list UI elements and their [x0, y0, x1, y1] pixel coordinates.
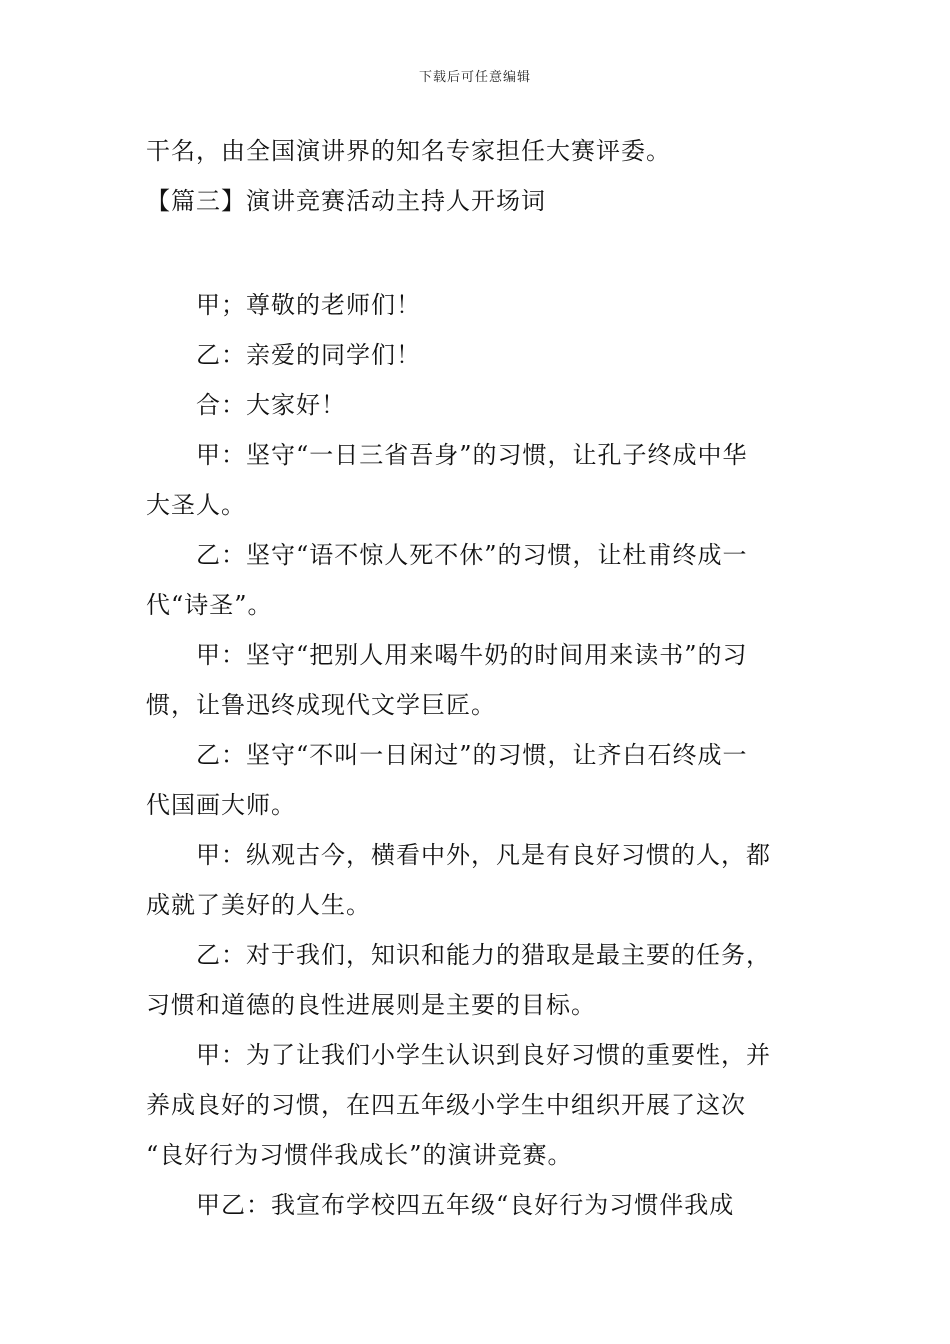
text-line: 合：大家好！	[196, 391, 346, 419]
text-line: 乙：坚守“语不惊人死不休”的习惯，让杜甫终成一	[196, 541, 748, 569]
text-line: 甲：为了让我们小学生认识到良好习惯的重要性，并	[196, 1041, 771, 1069]
text-line: 代国画大师。	[146, 791, 296, 819]
document-body	[146, 126, 810, 1230]
text-line: 甲：坚守“一日三省吾身”的习惯，让孔子终成中华	[196, 441, 748, 469]
text-line: 干名，由全国演讲界的知名专家担任大赛评委。	[146, 137, 671, 165]
section-heading: 【篇三】演讲竞赛活动主持人开场词	[146, 187, 546, 215]
text-line: 习惯和道德的良性进展则是主要的目标。	[146, 991, 596, 1019]
text-line: 大圣人。	[146, 491, 246, 519]
text-line: 甲：坚守“把别人用来喝牛奶的时间用来读书”的习	[196, 641, 748, 669]
text-line: 甲：纵观古今，横看中外，凡是有良好习惯的人，都	[196, 841, 771, 869]
text-line: 甲；尊敬的老师们！	[196, 291, 421, 319]
text-line: 成就了美好的人生。	[146, 891, 371, 919]
text-line: 甲乙：我宣布学校四五年级“良好行为习惯伴我成	[196, 1191, 735, 1219]
text-line: 乙：对于我们，知识和能力的猎取是最主要的任务，	[196, 941, 771, 969]
page-header: 下载后可任意编辑	[418, 70, 531, 85]
text-line: “良好行为习惯伴我成长”的演讲竞赛。	[146, 1141, 573, 1169]
text-line: 乙：坚守“不叫一日闲过”的习惯，让齐白石终成一	[196, 741, 748, 769]
text-line: 养成良好的习惯，在四五年级小学生中组织开展了这次	[146, 1091, 746, 1119]
text-line: 乙：亲爱的同学们！	[196, 341, 421, 369]
text-line: 惯，让鲁迅终成现代文学巨匠。	[146, 691, 496, 719]
spacer	[146, 226, 810, 280]
text-line: 代“诗圣”。	[146, 591, 273, 619]
